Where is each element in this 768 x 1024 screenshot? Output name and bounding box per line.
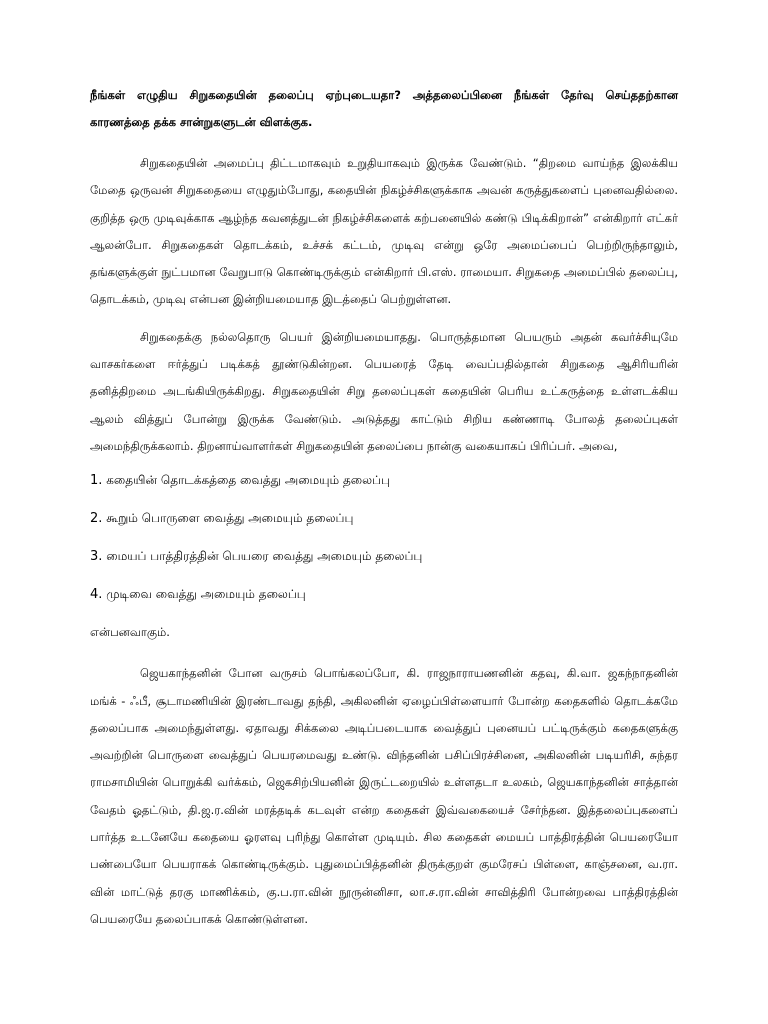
list-closing-text: என்பனவாகும். (90, 625, 170, 640)
list-item (90, 584, 678, 605)
list-item-text: முடிவை வைத்து அமையும் தலைப்பு (106, 587, 306, 602)
question-heading: நீங்கள் எழுதிய சிறுகதையின் தலைப்பு ஏற்புடையதா? அத்தலைப்பினை நீங்கள் தேர்வு செய்ததற்கான காரணத்தை தக்க சான்றுகளுடன் விளக்குக. (90, 88, 678, 129)
list-item (90, 546, 678, 567)
list-item-number: 4. (90, 587, 103, 603)
list-item-text: கூறும் பொருளை வைத்து அமையும் தலைப்பு (106, 511, 354, 526)
title-types-list (90, 470, 678, 605)
list-item-number: 3. (90, 549, 103, 565)
list-item-number: 1. (90, 473, 103, 489)
paragraph-examples: ஜெயகாந்தனின் போன வருசம் பொங்கலப்போ, கி. ராஜநாராயணனின் கதவு, கி.வா. ஜகந்நாதனின் மங்க் - ஃபீ, சூடாமணியின் இரண்டாவது தந்தி, அகிலனின் ஏழைப்பிள்ளையார் போன்ற கதைகளில் தொடக்கமே தலைப்பாக அமைந்துள்ளது. ஏதாவது சிக்கலை அடிப்படையாக வைத்துப் புனையப் பட்டிருக்கும் கதைகளுக்கு அவற்றின் பொருளை வைத்துப் பெயரமைவது உண்டு. விந்தனின் பசிப்பிரச்சினை, அகிலனின் படியரிசி, சுந்தர ராமசாமியின் பொறுக்கி வர்க்கம், ஜெகசிற்பியனின் இருட்டறையில் உள்ளதடா உலகம், ஜெயகாந்தனின் சாத்தான் வேதம் ஓதட்டும், தி.ஜ.ர.வின் மரத்தடிக் கடவுள் என்ற கதைகள் இவ்வகையைச் சேர்ந்தன. இத்தலைப்புகளைப் பார்த்த உடனேயே கதையை ஓரளவு புரிந்து கொள்ள முடியும். சில கதைகள் மையப் பாத்திரத்தின் பெயரையோ பண்பையோ பெயராகக் கொண்டிருக்கும். புதுமைப்பித்தனின் திருக்குறள் குமரேசப் பிள்ளை, காஞ்சனை, வ.ரா. வின் மாட்டுத் தரகு மாணிக்கம், கு.ப.ரா.வின் நூருன்னிசா, லா.ச.ரா.வின் சாவித்திரி போன்றவை பாத்திரத்தின் பெயரையே தலைப்பாகக் கொண்டுள்ளன. (90, 666, 678, 926)
list-item-text: மையப் பாத்திரத்தின் பெயரை வைத்து அமையும் தலைப்பு (106, 549, 423, 564)
paragraph-title-importance: சிறுகதைக்கு நல்லதொரு பெயர் இன்றியமையாதது. பொருத்தமான பெயரும் அதன் கவர்ச்சியுமே வாசகர்களை ஈர்த்துப் படிக்கத் தூண்டுகின்றன. பெயரைத் தேடி வைப்பதில்தான் சிறுகதை ஆசிரியரின் தனித்திறமை அடங்கியிருக்கிறது. சிறுகதையின் சிறு தலைப்புகள் கதையின் பெரிய உட்கருத்தை உள்ளடக்கிய ஆலம் வித்துப் போன்று இருக்க வேண்டும். அடுத்தது காட்டும் சிறிய கண்ணாடி போலத் தலைப்புகள் அமைந்திருக்கலாம். திறனாய்வாளர்கள் சிறுகதையின் தலைப்பை நான்கு வகையாகப் பிரிப்பர். அவை, (90, 329, 678, 453)
list-item (90, 508, 678, 529)
list-item (90, 470, 678, 491)
list-item-text: கதையின் தொடக்கத்தை வைத்து அமையும் தலைப்பு (106, 473, 390, 488)
paragraph-structure: சிறுகதையின் அமைப்பு திட்டமாகவும் உறுதியாகவும் இருக்க வேண்டும். “திறமை வாய்ந்த இலக்கிய மேதை ஒருவன் சிறுகதையை எழுதும்போது, கதையின் நிகழ்ச்சிகளுக்காக அவன் கருத்துகளைப் புனைவதில்லை. குறித்த ஒரு முடிவுக்காக ஆழ்ந்த கவனத்துடன் நிகழ்ச்சிகளைக் கற்பனையில் கண்டு பிடிக்கிறான்” என்கிறார் எட்கர் ஆலன்போ. சிறுகதைகள் தொடக்கம், உச்சக் கட்டம், முடிவு என்று ஒரே அமைப்பைப் பெற்றிருந்தாலும், தங்களுக்குள் நுட்பமான வேறுபாடு கொண்டிருக்கும் என்கிறார் பி.எஸ். ராமையா. சிறுகதை அமைப்பில் தலைப்பு, தொடக்கம், முடிவு என்பன இன்றியமையாத இடத்தைப் பெற்றுள்ளன. (90, 156, 678, 307)
list-item-number: 2. (90, 511, 103, 527)
